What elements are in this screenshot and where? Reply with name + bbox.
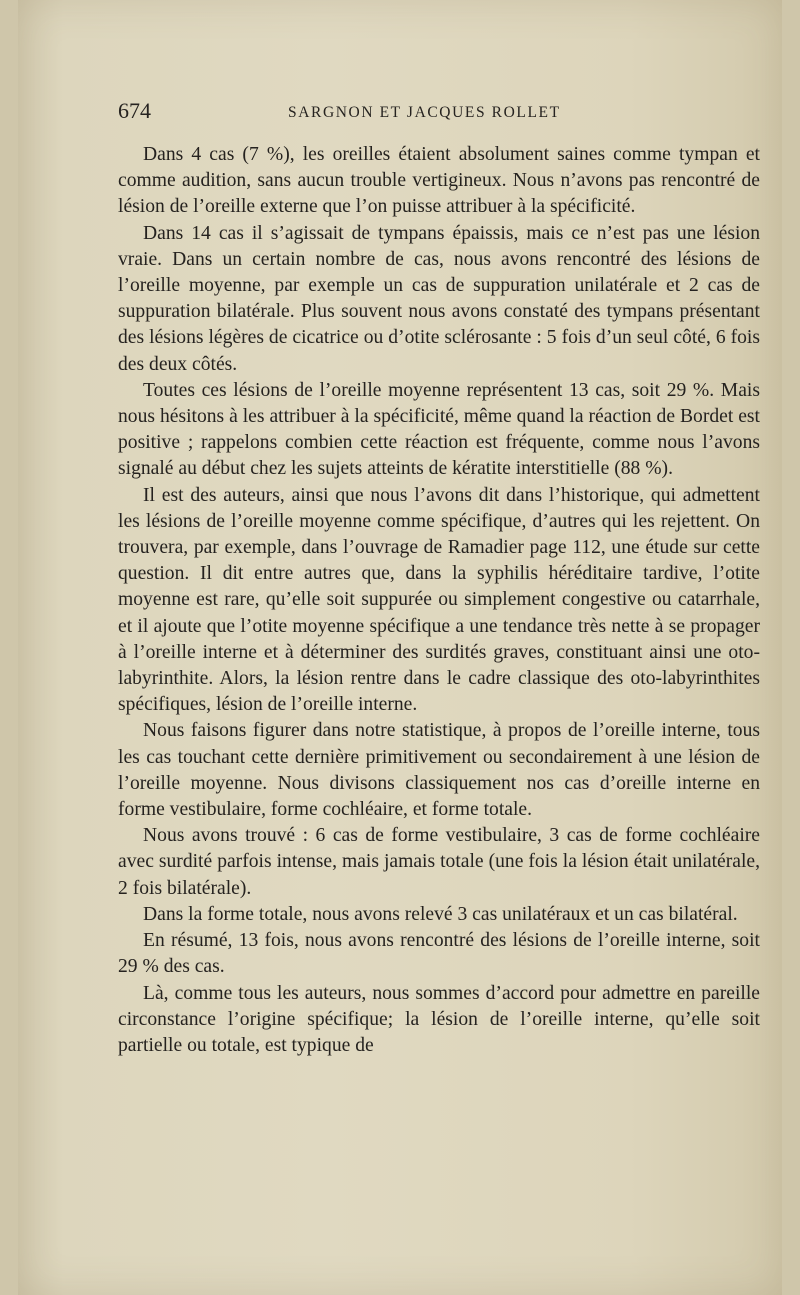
paragraph: Dans la forme totale, nous avons relevé 3 cas unilatéraux et un cas bilatéral. bbox=[143, 903, 738, 925]
paragraph: Nous faisons figurer dans notre statistique, à propos de l’oreille interne, tous les cas touchant cette dernière primitivement ou secondairement à une lésion de l’oreille moyenne. Nous divisons classiquement nos cas d’oreille interne en forme vestibulaire, forme cochléaire, et forme totale. bbox=[118, 720, 760, 821]
book-page bbox=[18, 0, 782, 1295]
paragraph: En résumé, 13 fois, nous avons rencontré des lésions de l’oreille interne, soit 29 % des cas. bbox=[118, 930, 760, 978]
paragraph: Il est des auteurs, ainsi que nous l’avons dit dans l’historique, qui admettent les lésions de l’oreille moyenne comme spécifique, d’autres qui les rejettent. On trouvera, par exemple, dans l’ouvrage de Ramadier page 112, une étude sur cette question. Il dit entre autres que, dans la syphilis héréditaire tardive, l’otite moyenne est rare, qu’elle soit suppurée ou simplement congestive ou catarrhale, et il ajoute que l’otite moyenne spécifique a une tendance très nette à se propager à l’oreille interne et à déterminer des surdités graves, constituant ainsi une oto-labyrinthite. Alors, la lésion rentre dans le cadre classique des oto-labyrinthites spécifiques, lésion de l’oreille interne. bbox=[118, 484, 760, 716]
paragraph: Là, comme tous les auteurs, nous sommes d’accord pour admettre en pareille circonstance l’origine spécifique; la lésion de l’oreille interne, qu’elle soit partielle ou totale, est typique de bbox=[118, 982, 760, 1056]
paragraph: Dans 4 cas (7 %), les oreilles étaient absolument saines comme tympan et comme audition, sans aucun trouble vertigineux. Nous n’avons pas rencontré de lésion de l’oreille externe que l’on puisse attribuer à la spécificité. bbox=[118, 144, 760, 218]
paragraph: Nous avons trouvé : 6 cas de forme vestibulaire, 3 cas de forme cochléaire avec surdité parfois intense, mais jamais totale (une fois la lésion était unilatérale, 2 fois bilatérale). bbox=[118, 825, 760, 899]
running-head: SARGNON ET JACQUES ROLLET bbox=[288, 104, 561, 121]
body-text bbox=[118, 142, 760, 1059]
page-header bbox=[118, 98, 658, 128]
page-number: 674 bbox=[118, 98, 151, 123]
paragraph: Toutes ces lésions de l’oreille moyenne représentent 13 cas, soit 29 %. Mais nous hésitons à les attribuer à la spécificité, même quand la réaction de Bordet est positive ; rappelons combien cette réaction est fréquente, comme nous l’avons signalé au début chez les sujets atteints de kératite interstitielle (88 %). bbox=[118, 379, 760, 480]
paragraph: Dans 14 cas il s’agissait de tympans épaissis, mais ce n’est pas une lésion vraie. Dans un certain nombre de cas, nous avons rencontré des lésions de l’oreille moyenne, par exemple un cas de suppuration unilatérale et 2 cas de suppuration bilatérale. Plus souvent nous avons constaté des tympans présentant des lésions légères de cicatrice ou d’otite sclérosante : 5 fois d’un seul côté, 6 fois des deux côtés. bbox=[118, 222, 760, 375]
